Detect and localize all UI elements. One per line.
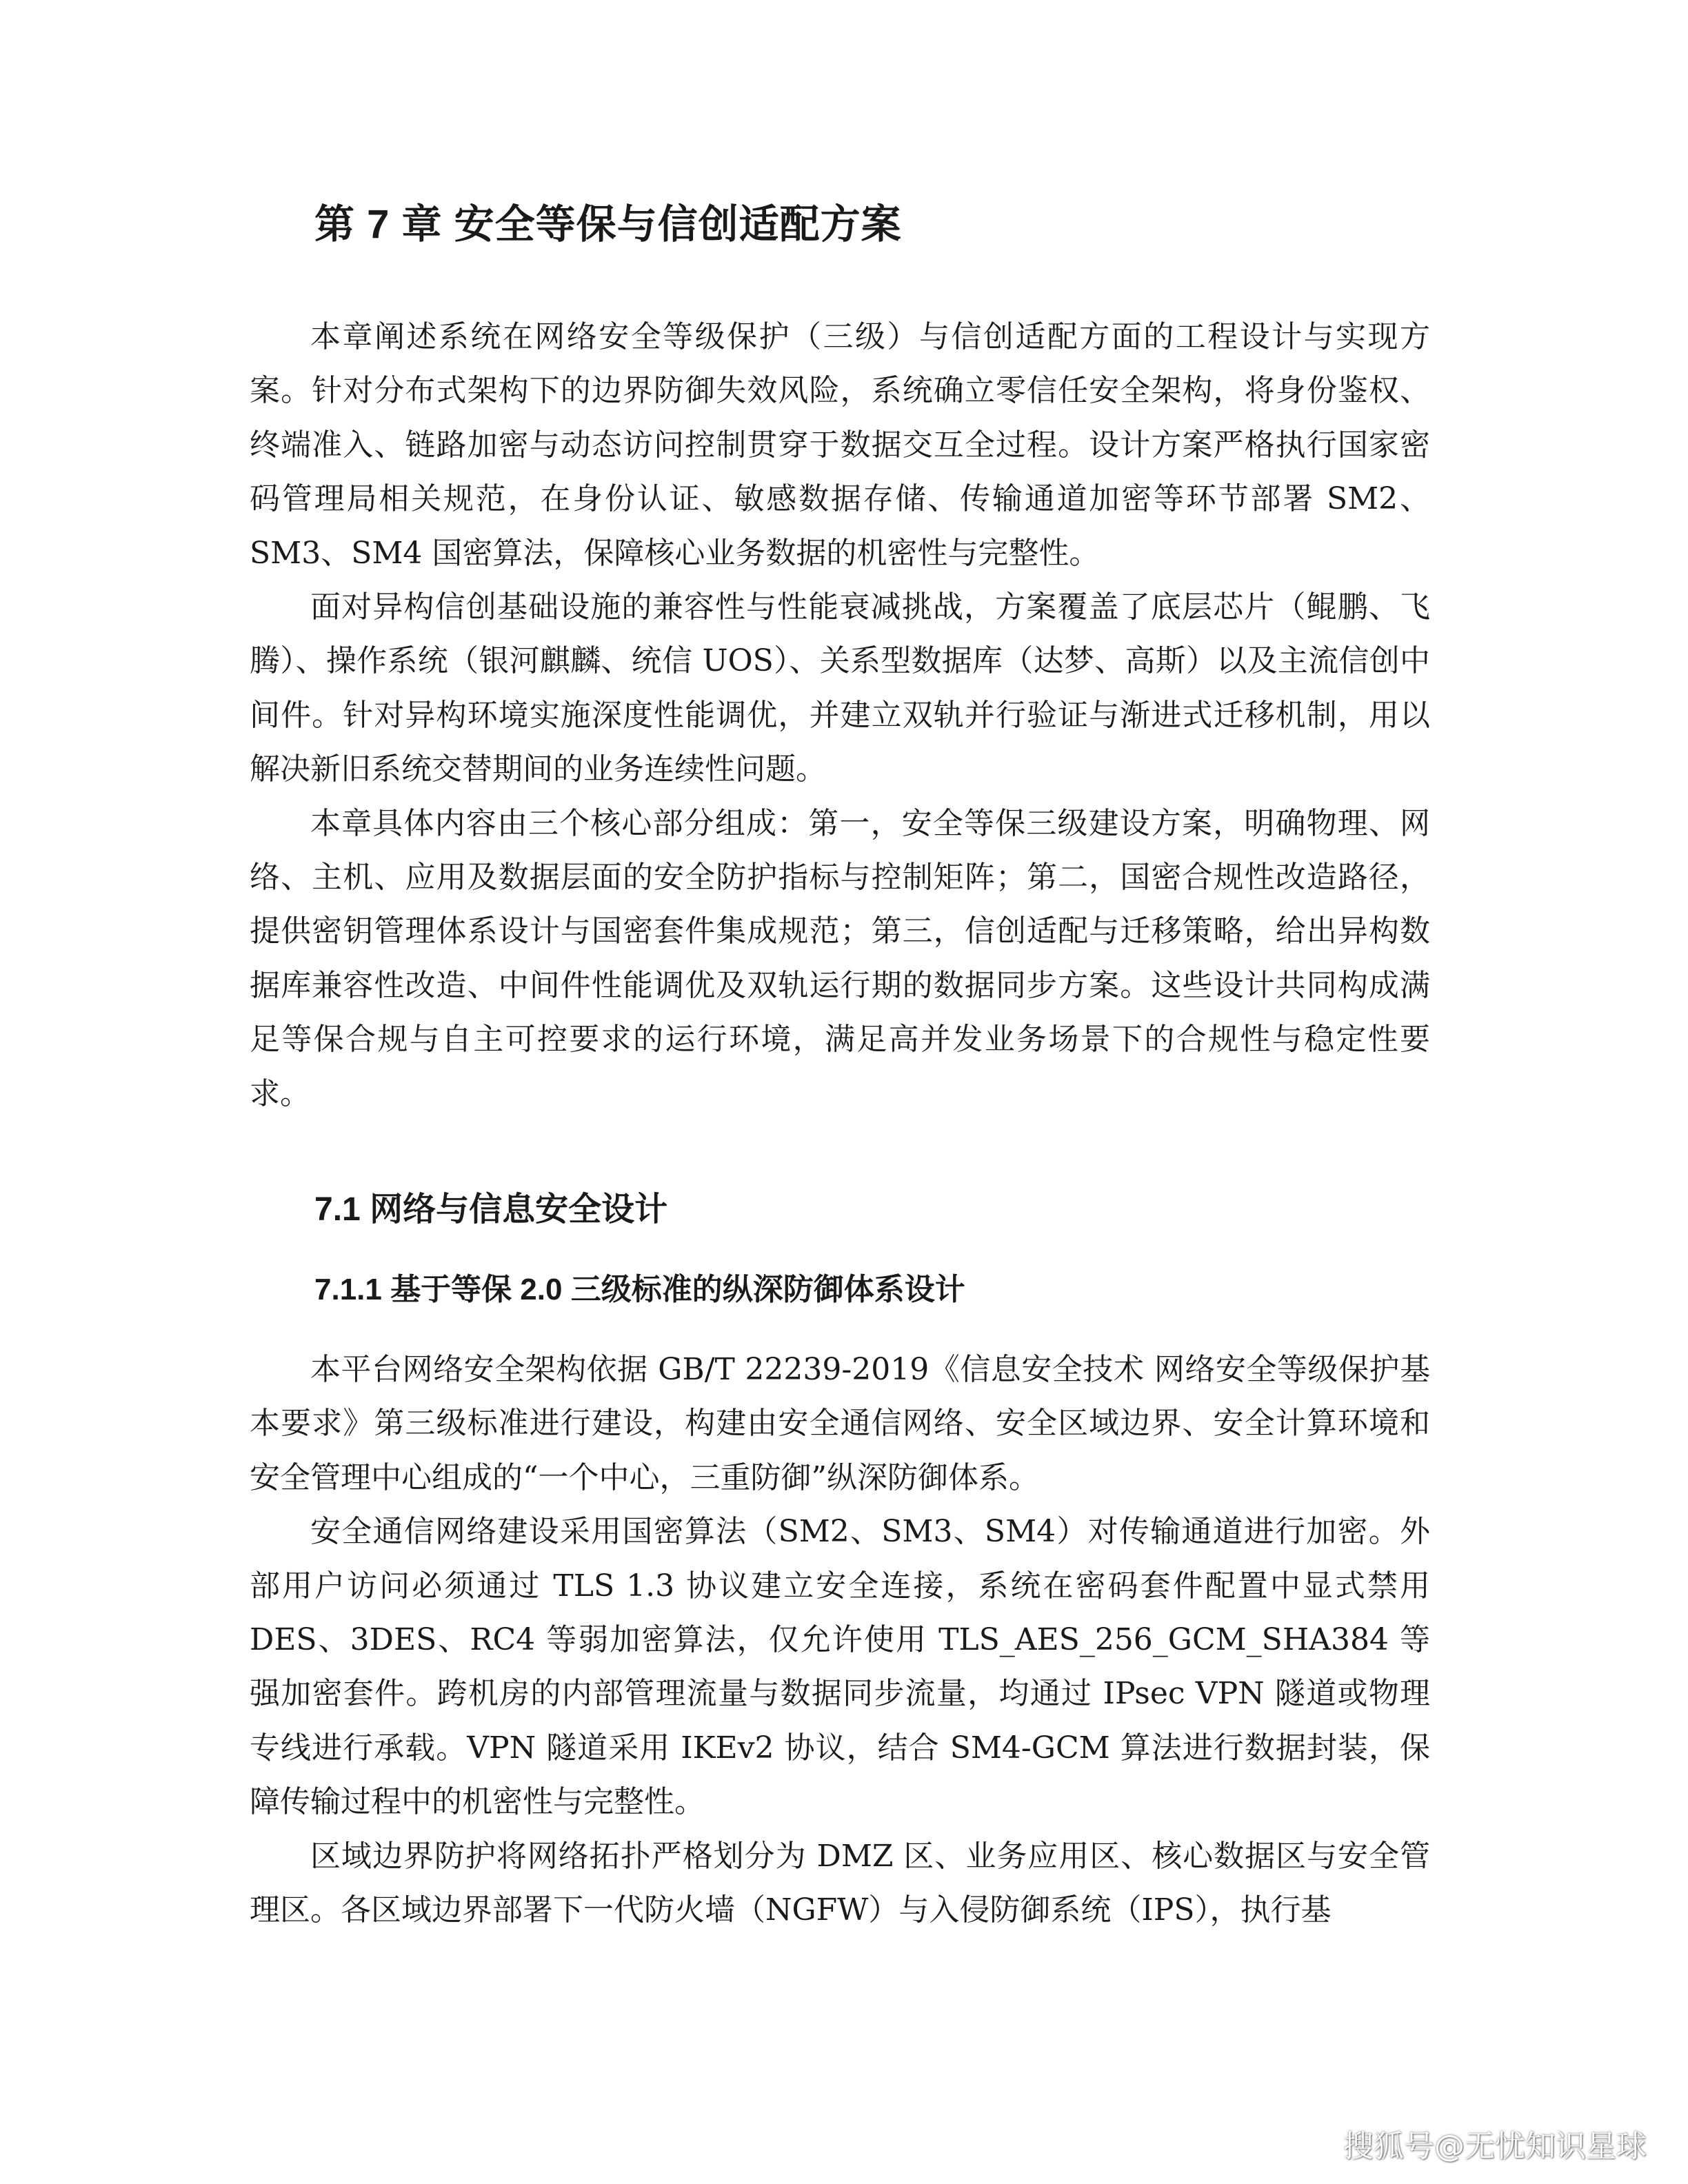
chapter-intro [250, 310, 1430, 1121]
subsection-paragraph: 安全通信网络建设采用国密算法（SM2、SM3、SM4）对传输通道进行加密。外部用户访问必须通过 TLS 1.3 协议建立安全连接，系统在密码套件配置中显式禁用 DES、3DES、RC4 等弱加密算法，仅允许使用 TLS_AES_256_GCM_SHA384 等强加密套件。跨机房的内部管理流量与数据同步流量，均通过 IPsec VPN 隧道或物理专线进行承载。VPN 隧道采用 IKEv2 协议，结合 SM4-GCM 算法进行数据封装，保障传输过程中的机密性与完整性。 [250, 1514, 1430, 1820]
intro-paragraph: 本章具体内容由三个核心部分组成：第一，安全等保三级建设方案，明确物理、网络、主机、应用及数据层面的安全防护指标与控制矩阵；第二，国密合规性改造路径，提供密钥管理体系设计与国密套件集成规范；第三，信创适配与迁移策略，给出异构数据库兼容性改造、中间件性能调优及双轨运行期的数据同步方案。这些设计共同构成满足等保合规与自主可控要求的运行环境，满足高并发业务场景下的合规性与稳定性要求。 [250, 805, 1430, 1111]
source-watermark: 搜狐号@无忧知识星球 [1343, 2129, 1647, 2164]
chapter-title: 第 7 章 安全等保与信创适配方案 [314, 202, 902, 247]
intro-paragraph: 面对异构信创基础设施的兼容性与性能衰减挑战，方案覆盖了底层芯片（鲲鹏、飞腾）、操作系统（银河麒麟、统信 UOS）、关系型数据库（达梦、高斯）以及主流信创中间件。针对异构环境实施深度性能调优，并建立双轨并行验证与渐进式迁移机制，用以解决新旧系统交替期间的业务连续性问题。 [250, 589, 1430, 787]
subsection-paragraph: 区域边界防护将网络拓扑严格划分为 DMZ 区、业务应用区、核心数据区与安全管理区。各区域边界部署下一代防火墙（NGFW）与入侵防御系统（IPS），执行基 [250, 1838, 1430, 1928]
subsection-body [250, 1343, 1430, 1937]
subsection-paragraph: 本平台网络安全架构依据 GB/T 22239-2019《信息安全技术 网络安全等级保护基本要求》第三级标准进行建设，构建由安全通信网络、安全区域边界、安全计算环境和安全管理中心组成的“一个中心，三重防御”纵深防御体系。 [250, 1352, 1430, 1495]
intro-paragraph: 本章阐述系统在网络安全等级保护（三级）与信创适配方面的工程设计与实现方案。针对分布式架构下的边界防御失效风险，系统确立零信任安全架构，将身份鉴权、终端准入、链路加密与动态访问控制贯穿于数据交互全过程。设计方案严格执行国家密码管理局相关规范，在身份认证、敏感数据存储、传输通道加密等环节部署 SM2、SM3、SM4 国密算法，保障核心业务数据的机密性与完整性。 [250, 319, 1430, 571]
section-title: 7.1 网络与信息安全设计 [314, 1191, 668, 1228]
subsection-title: 7.1.1 基于等保 2.0 三级标准的纵深防御体系设计 [314, 1273, 965, 1306]
